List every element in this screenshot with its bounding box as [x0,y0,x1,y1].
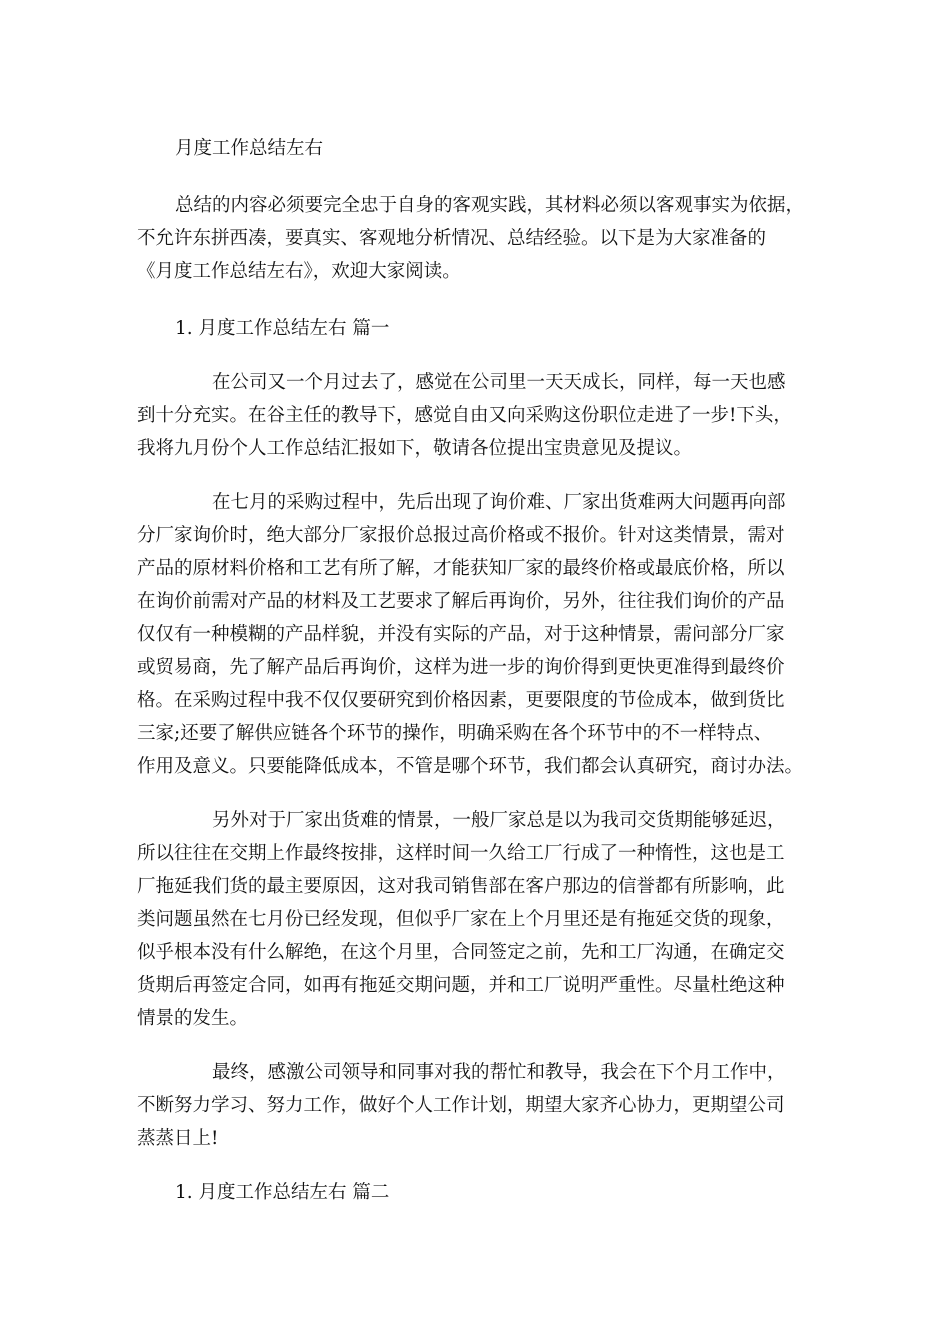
paragraph-line: 分厂家询价时，绝大部分厂家报价总报过高价格或不报价。针对这类情景，需对 [137,525,785,546]
paragraph-line: 总结的内容必须要完全忠于自身的客观实践，其材料必须以客观事实为依据， [175,195,805,216]
paragraph-line: 在公司又一个月过去了，感觉在公司里一天天成长，同样，每一天也感 [212,372,786,393]
paragraph-line: 仅仅有一种模糊的产品样貌，并没有实际的产品，对于这种情景，需问部分厂家 [137,624,785,645]
paragraph-line: 或贸易商，先了解产品后再询价，这样为进一步的询价得到更快更准得到最终价 [137,657,785,678]
paragraph-line: 不允许东拼西凑，要真实、客观地分析情况、总结经验。以下是为大家准备的 [137,228,767,249]
document-title: 月度工作总结左右 [175,138,324,159]
paragraph-line: 到十分充实。在谷主任的教导下，感觉自由又向采购这份职位走进了一步!下头， [137,405,792,426]
paragraph-line: 格。在采购过程中我不仅仅要研究到价格因素，更要限度的节俭成本，做到货比 [137,690,785,711]
paragraph-line: 三家;还要了解供应链各个环节的操作，明确采购在各个环节中的不一样特点、 [137,723,773,744]
paragraph-line: 所以往往在交期上作最终按排，这样时间一久给工厂行成了一种惰性，这也是工 [137,843,785,864]
paragraph-line: 似乎根本没有什么解绝，在这个月里，合同签定之前，先和工厂沟通，在确定交 [137,942,785,963]
paragraph-line: 类问题虽然在七月份已经发现，但似乎厂家在上个月里还是有拖延交货的现象， [137,909,785,930]
paragraph-line: 在询价前需对产品的材料及工艺要求了解后再询价，另外，往往我们询价的产品 [137,591,785,612]
paragraph-line: 另外对于厂家出货难的情景，一般厂家总是以为我司交货期能够延迟， [212,810,786,831]
paragraph-line: 《月度工作总结左右》，欢迎大家阅读。 [137,261,461,282]
paragraph-line: 不断努力学习、努力工作，做好个人工作计划，期望大家齐心协力，更期望公司 [137,1095,785,1116]
paragraph-line: 作用及意义。只要能降低成本，不管是哪个环节，我们都会认真研究，商讨办法。 [137,756,804,777]
paragraph-line: 厂拖延我们货的最主要原因，这对我司销售部在客户那边的信誉都有所影响，此 [137,876,785,897]
paragraph-line: 在七月的采购过程中，先后出现了询价难、厂家出货难两大问题再向部 [212,492,786,513]
paragraph-line: 产品的原材料价格和工艺有所了解，才能获知厂家的最终价格或最底价格，所以 [137,558,785,579]
paragraph-line: 我将九月份个人工作总结汇报如下，敬请各位提出宝贵意见及提议。 [137,438,693,459]
paragraph-line: 最终，感激公司领导和同事对我的帮忙和教导，我会在下个月工作中， [212,1062,786,1083]
section-heading: 1. 月度工作总结左右 篇二 [175,1182,390,1203]
paragraph-line: 情景的发生。 [137,1008,249,1029]
paragraph-line: 货期后再签定合同，如再有拖延交期问题，并和工厂说明严重性。尽量杜绝这种 [137,975,785,996]
paragraph-line: 蒸蒸日上! [137,1128,219,1149]
section-heading: 1. 月度工作总结左右 篇一 [175,318,390,339]
